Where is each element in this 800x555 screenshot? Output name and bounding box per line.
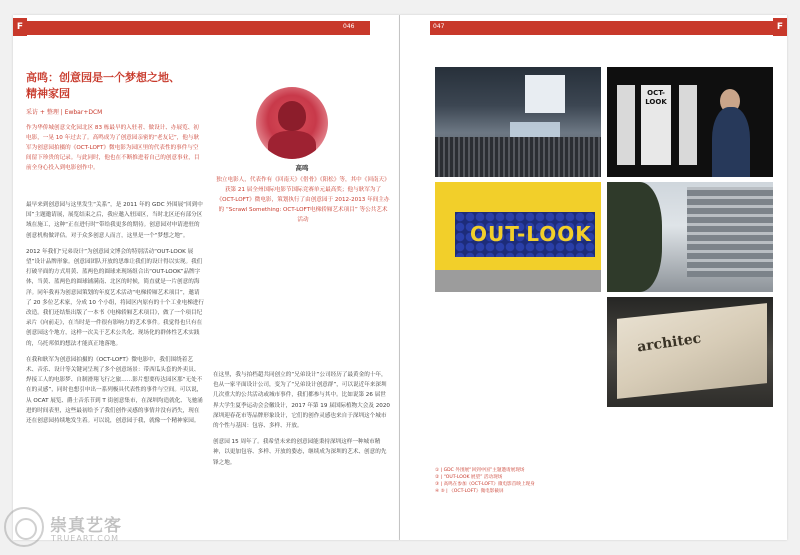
photo-floor-shape — [435, 270, 601, 292]
caption-line: ② | “OUT-LOOK 展望” 活动现场 — [435, 475, 503, 480]
page-number-right: 047 — [433, 23, 445, 30]
paragraph: 最早来到创意园与这里发生“关系”，是 2011 年的 GDC 外围展“回到中国”主题邀请展，展览结束之后，我应邀入驻园区，当时北区还有部分区域在施工，这种“正在进行时”带给我更多的期待。创意园对申请进驻的创意机构做评估。对于众多创意人而言，这里是一个“梦想之地”。 — [26, 202, 203, 239]
photo-projection — [607, 297, 773, 407]
photo-banner-text: OCT-LOOK — [641, 85, 671, 165]
profile-bio: 独立电影人，代表作有《回南天》《借骨》《阳松》等，其中《回南天》获第 21 届全州国际电影节国际竞赛单元最高奖；他与耿军为了《OCT-LOFT》微电影，策划执行了由创意园于 2012-2013 年间主办的 “Scrawl Something: OCT-LOFT电梯轿厢艺术项目” 等公共艺术活动 — [216, 177, 390, 223]
article-title: 高鸣：创意园是一个梦想之地、精神家园 — [26, 71, 180, 100]
paragraph: 在我和耿军为创意园拍摄的《OCT-LOFT》微电影中，我们围绕着艺术、音乐、设计等关键词呈现了多个创意场景：带西瓜头套的外卖员、焊接工人的电影梦、自制滑翔飞行之旅……影片想要传达园区那“无处不在的灵感”，同时也想引申出一系列极具代表性的事件与空间。可以说，从 OCAT 展览、爵士音乐节到 T 街创意集市，在深圳均造就化、飞驰涌进的时间表里，这些最初给予了我们创作灵感的事情并没有消失，现在还在创意园持续地发生着。可以说，创意园于我，就像一个精神家园。 — [26, 356, 203, 425]
photo-banner-shape — [679, 85, 697, 165]
caption-line: ① | GDC 外围展“回到中国”主题邀请展现场 — [435, 468, 525, 473]
watermark-domain: TRUEART.COM — [51, 534, 120, 543]
right-page — [400, 15, 787, 540]
profile-portrait — [256, 87, 328, 159]
paragraph: 2012 年我们“兄弟设计”为创意园文博会的特别活动“OUT-LOOK 展望”设计品牌形象。创意园团队开放的思维让我们的设计得以实现。我们打破平面的方式用黄、蓝两色的圆球来现场组合出“OUT-LOOK”品牌字体，当黄、蓝两色的圆球铺满南、北区的时候，简直就是一片创意的海洋。同年我再为创意园策划的年度艺术活动“电梯轿厢艺术项目”，邀请了 20 多位艺术家，分成 10 个小组，将园区内原有的十个工业电梯进行改造。我们还结集出版了一本书《电梯轿厢艺术项目》，做了一个项目纪录片《向前走》，在当时是一件很有影响力的艺术事件。我觉得也只有在创意园这个地方，这样一次关于艺术公共化、现场化的群体性艺术实践的，乌托邦似的想法才能真正地落地。 — [26, 248, 204, 347]
photo-speaker-body — [712, 107, 750, 177]
watermark-logo-icon — [4, 507, 44, 547]
photo-building-shape — [687, 187, 773, 277]
profile-name: 高鸣 — [295, 164, 309, 172]
article-credit: 采访 + 整理 | Ewbar+DCM — [26, 109, 103, 116]
paragraph: 创意园 15 周年了。我希望未来的创意园能秉持深圳这样一种城市精神，以更加包容、多样、开放的姿态，继续成为深圳的艺术、创意的先锋之地。 — [213, 439, 387, 466]
article-intro: 作为华侨城创意文化园北区 83 栋最早的入驻者、做设计、办展览、初电影，一晃 10 年过去了。高鸣成为了创意园亲密的“老友记”，他与耿军为创意园拍摄的《OCT-LOFT》微电影为园区里的代表性的事件与空间留下珍贵的记录。与此同时，他也在不断推进着自己的创意事业，目前全身心投入到电影创作中。 — [26, 125, 200, 171]
photo-projection-text: architec — [636, 330, 703, 356]
body-column-1 — [26, 200, 204, 432]
portrait-body-shape — [268, 131, 316, 159]
header-bar — [430, 21, 787, 35]
watermark — [4, 507, 144, 549]
watermark-brand: 崇真艺客 — [50, 516, 122, 536]
photo-building — [607, 182, 773, 292]
section-marker-left: F — [13, 18, 27, 36]
left-page — [13, 15, 400, 540]
paragraph: 在这里，我与拍档超共同创立的“兄弟设计”公司经历了最黄金的十年，也从一家平面设计公司，变为了“兄弟设计创意群”，可以说近年来深圳几次重大的公共活动或城市事件，我们都参与其中。比如说第 26 届世界大学生夏季运动会会徽设计，2017 年第 19 届国际植物大会及 2020 深圳迎春花市等品牌形象设计，它们的创作灵感也来自于深圳这个城市的个性与基因：包容、多样、开放。 — [213, 372, 390, 430]
caption-line: ④ ⑤ | 《OCT-LOFT》微电影截屏 — [435, 489, 504, 494]
page-number-left: 046 — [343, 23, 355, 30]
photo-ball-text: OUT-LOOK — [470, 222, 592, 246]
photo-speaker — [607, 67, 773, 177]
section-marker-right: F — [773, 18, 787, 36]
portrait-head-shape — [278, 101, 306, 131]
photo-exhibition-crowd — [435, 67, 601, 177]
photo-screen-shape — [525, 75, 565, 113]
photo-ball-wall — [435, 182, 601, 292]
caption-line: ③ | 高鸣在参加《OCT-LOFT》微电影首映上现身 — [435, 482, 535, 487]
photo-banner-shape — [617, 85, 635, 165]
photo-crowd-shape — [435, 137, 601, 177]
photo-tree-shape — [607, 182, 662, 292]
body-column-2 — [213, 370, 391, 474]
photo-captions — [435, 467, 535, 495]
header-bar — [13, 21, 370, 35]
